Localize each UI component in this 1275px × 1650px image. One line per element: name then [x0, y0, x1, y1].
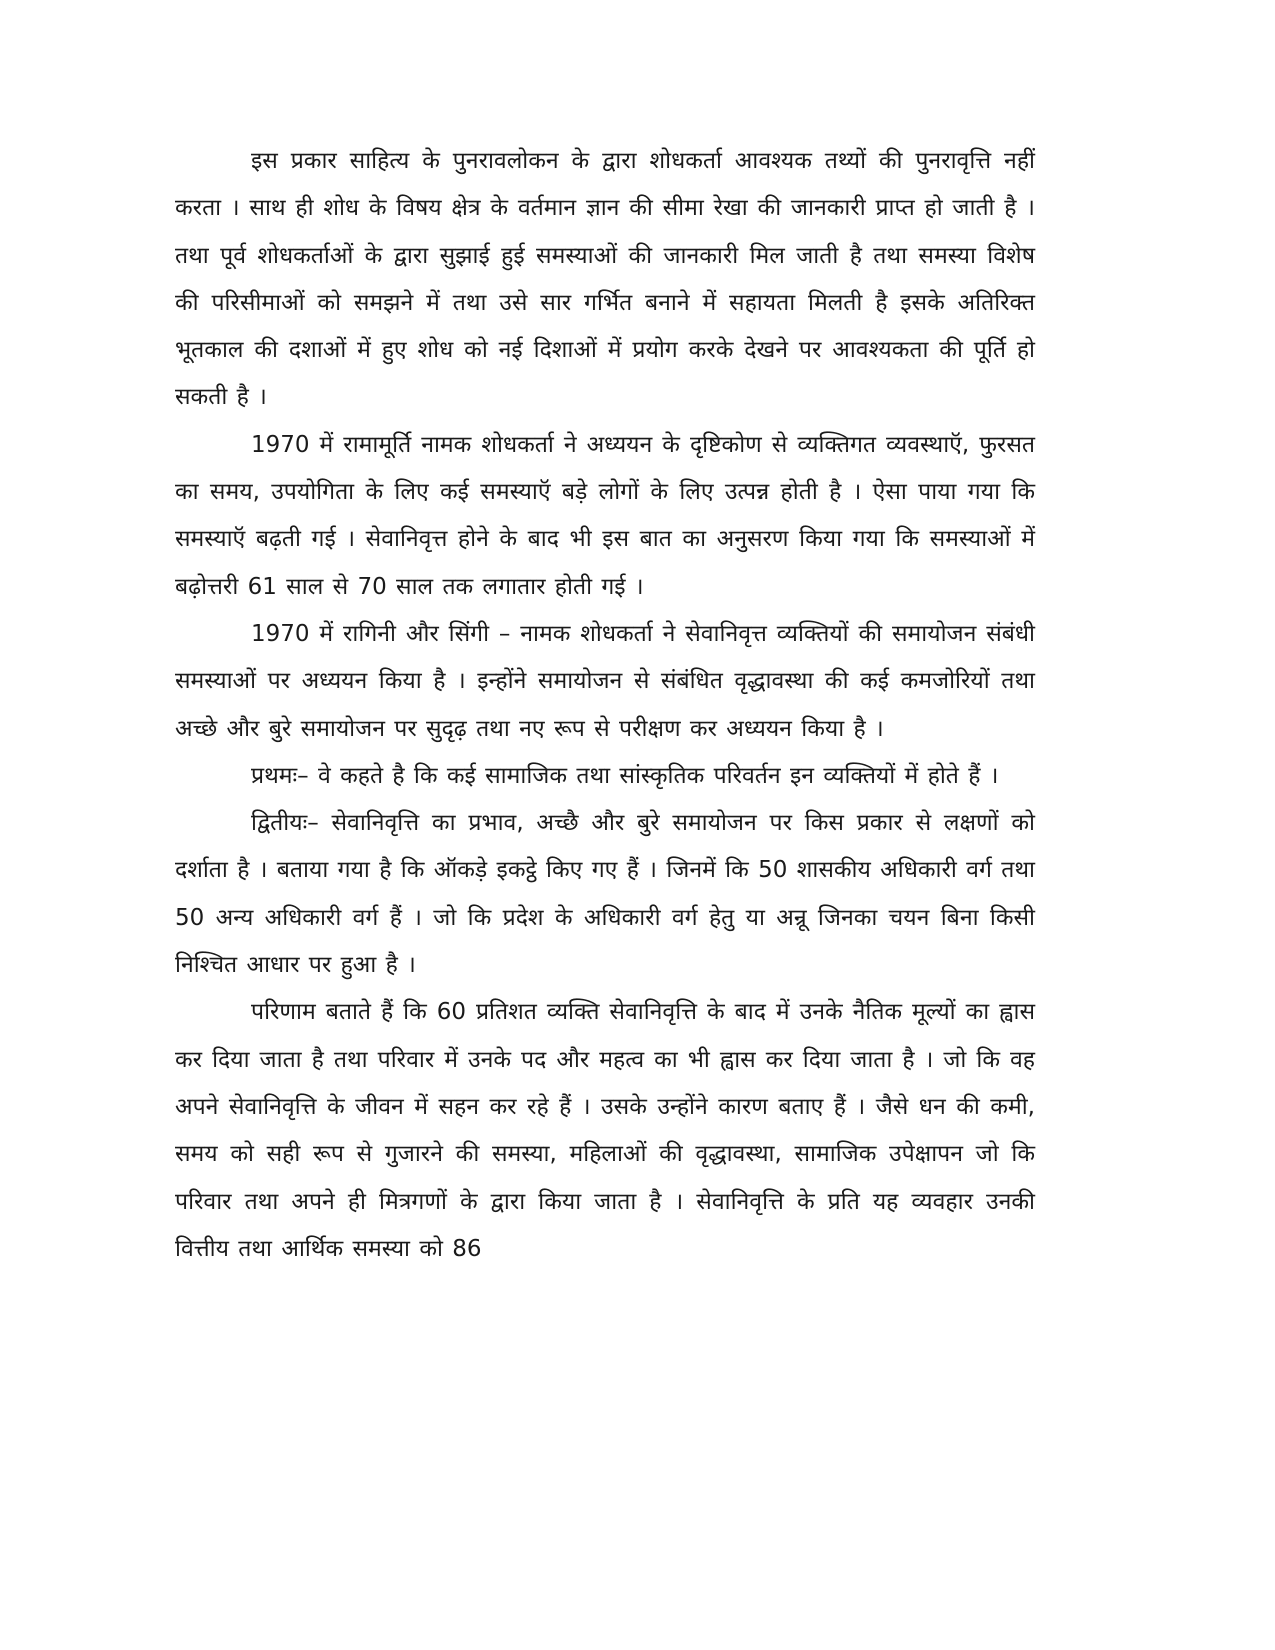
document-body	[175, 138, 1035, 1273]
paragraph-literature-review: इस प्रकार साहित्य के पुनरावलोकन के द्वारा शोधकर्ता आवश्यक तथ्यों की पुनरावृत्ति नहीं करता । साथ ही शोध के विषय क्षेत्र के वर्तमान ज्ञान की सीमा रेखा की जानकारी प्राप्त हो जाती है । तथा पूर्व शोधकर्ताओं के द्वारा सुझाई हुई समस्याओं की जानकारी मिल जाती है तथा समस्या विशेष की परिसीमाओं को समझने में तथा उसे सार गर्भित बनाने में सहायता मिलती है इसके अतिरिक्त भूतकाल की दशाओं में हुए शोध को नई दिशाओं में प्रयोग करके देखने पर आवश्यकता की पूर्ति हो सकती है ।	[175, 148, 1035, 411]
paragraph-ragini-singi-study: 1970 में रागिनी और सिंगी – नामक शोधकर्ता ने सेवानिवृत्त व्यक्तियों की समायोजन संबंधी समस्याओं पर अध्ययन किया है । इन्होंने समायोजन से संबंधित वृद्धावस्था की कई कमजोरियों तथा अच्छे और बुरे समायोजन पर सुदृढ़ तथा नए रूप से परीक्षण कर अध्ययन किया है ।	[175, 620, 1035, 742]
paragraph-second-point: द्वितीयः– सेवानिवृत्ति का प्रभाव, अच्छै और बुरे समायोजन पर किस प्रकार से लक्षणों को दर्शाता है । बताया गया है कि ऑकड़े इकट्ठे किए गए हैं । जिनमें कि 50 शासकीय अधिकारी वर्ग तथा 50 अन्य अधिकारी वर्ग हैं । जो कि प्रदेश के अधिकारी वर्ग हेतु या अन्रू जिनका चयन बिना किसी निश्चित आधार पर हुआ है ।	[175, 810, 1035, 979]
paragraph-ramamurthy-study: 1970 में रामामूर्ति नामक शोधकर्ता ने अध्ययन के दृष्टिकोण से व्यक्तिगत व्यवस्थाऍ, फुरसत का समय, उपयोगिता के लिए कई समस्याऍ बड़े लोगों के लिए उत्पन्न होती है । ऐसा पाया गया कि समस्याऍ बढ़ती गई । सेवानिवृत्त होने के बाद भी इस बात का अनुसरण किया गया कि समस्याओं में बढ़ोत्तरी 61 साल से 70 साल तक लगातार होती गई ।	[175, 431, 1035, 600]
paragraph-first-point: प्रथमः– वे कहते है कि कई सामाजिक तथा सांस्कृतिक परिवर्तन इन व्यक्तियों में होते हैं ।	[251, 762, 999, 789]
paragraph-results: परिणाम बताते हैं कि 60 प्रतिशत व्यक्ति सेवानिवृत्ति के बाद में उनके नैतिक मूल्यों का ह्वास कर दिया जाता है तथा परिवार में उनके पद और महत्व का भी ह्वास कर दिया जाता है । जो कि वह अपने सेवानिवृत्ति के जीवन में सहन कर रहे हैं । उसके उन्होंने कारण बताए हैं । जैसे धन की कमी, समय को सही रूप से गुजारने की समस्या, महिलाओं की वृद्धावस्था, सामाजिक उपेक्षापन जो कि परिवार तथा अपने ही मित्रगणों के द्वारा किया जाता है । सेवानिवृत्ति के प्रति यह व्यवहार उनकी वित्तीय तथा आर्थिक समस्या को 86	[175, 999, 1035, 1262]
